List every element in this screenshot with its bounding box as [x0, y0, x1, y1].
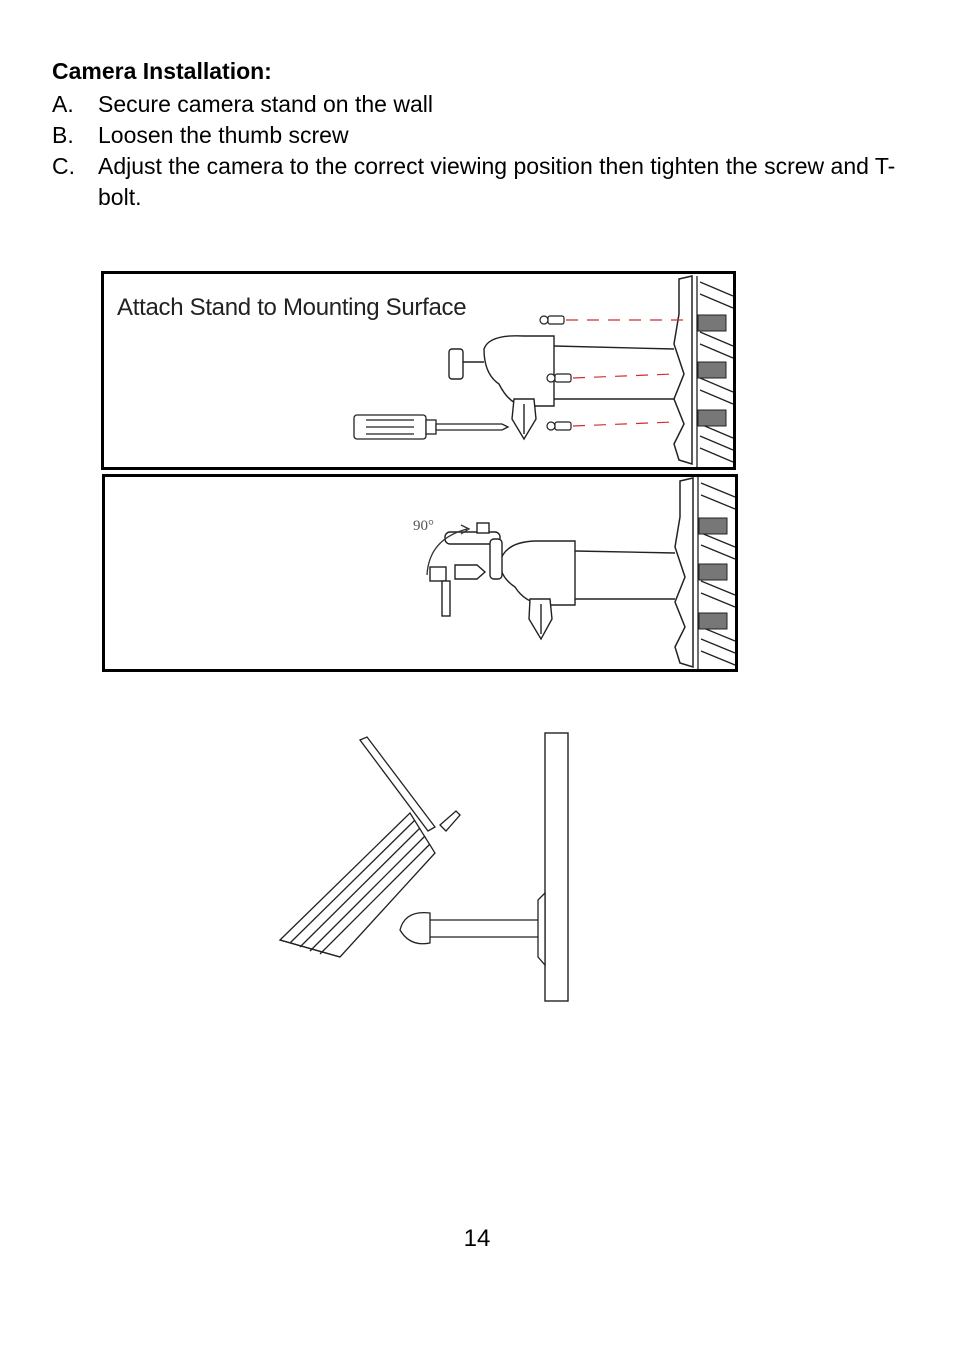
step-letter: A. [52, 91, 74, 117]
camera-arm [400, 913, 538, 944]
step-text: Adjust the camera to the correct viewing position then tighten the screw and T-bolt. [98, 153, 896, 210]
mounting-plate [674, 276, 692, 464]
loosen-screw-illustration [105, 477, 735, 669]
wall-anchors [698, 315, 726, 426]
instruction-list [52, 89, 912, 213]
page-number: 14 [463, 1225, 491, 1252]
wall-anchors [699, 518, 727, 629]
stand-arm [430, 523, 675, 639]
step-text: Secure camera stand on the wall [98, 91, 433, 117]
step-a [52, 89, 912, 120]
step-letter: B. [52, 122, 74, 148]
step-c [52, 151, 912, 213]
wall-section [545, 733, 568, 1001]
screwdriver-icon [354, 415, 508, 439]
mounting-plate [675, 478, 693, 667]
figure-attach-stand [101, 271, 736, 470]
angle-label: 90° [413, 518, 434, 534]
step-text: Loosen the thumb screw [98, 122, 349, 148]
step-b [52, 120, 912, 151]
attach-stand-illustration [104, 274, 733, 467]
mounted-camera-illustration [270, 725, 590, 1010]
figure-title: Attach Stand to Mounting Surface [117, 294, 467, 321]
step-letter: C. [52, 153, 75, 179]
guide-lines [566, 320, 684, 426]
figure-loosen-screw [102, 474, 738, 672]
mounting-plate [538, 893, 545, 965]
section-heading: Camera Installation: [52, 58, 272, 84]
